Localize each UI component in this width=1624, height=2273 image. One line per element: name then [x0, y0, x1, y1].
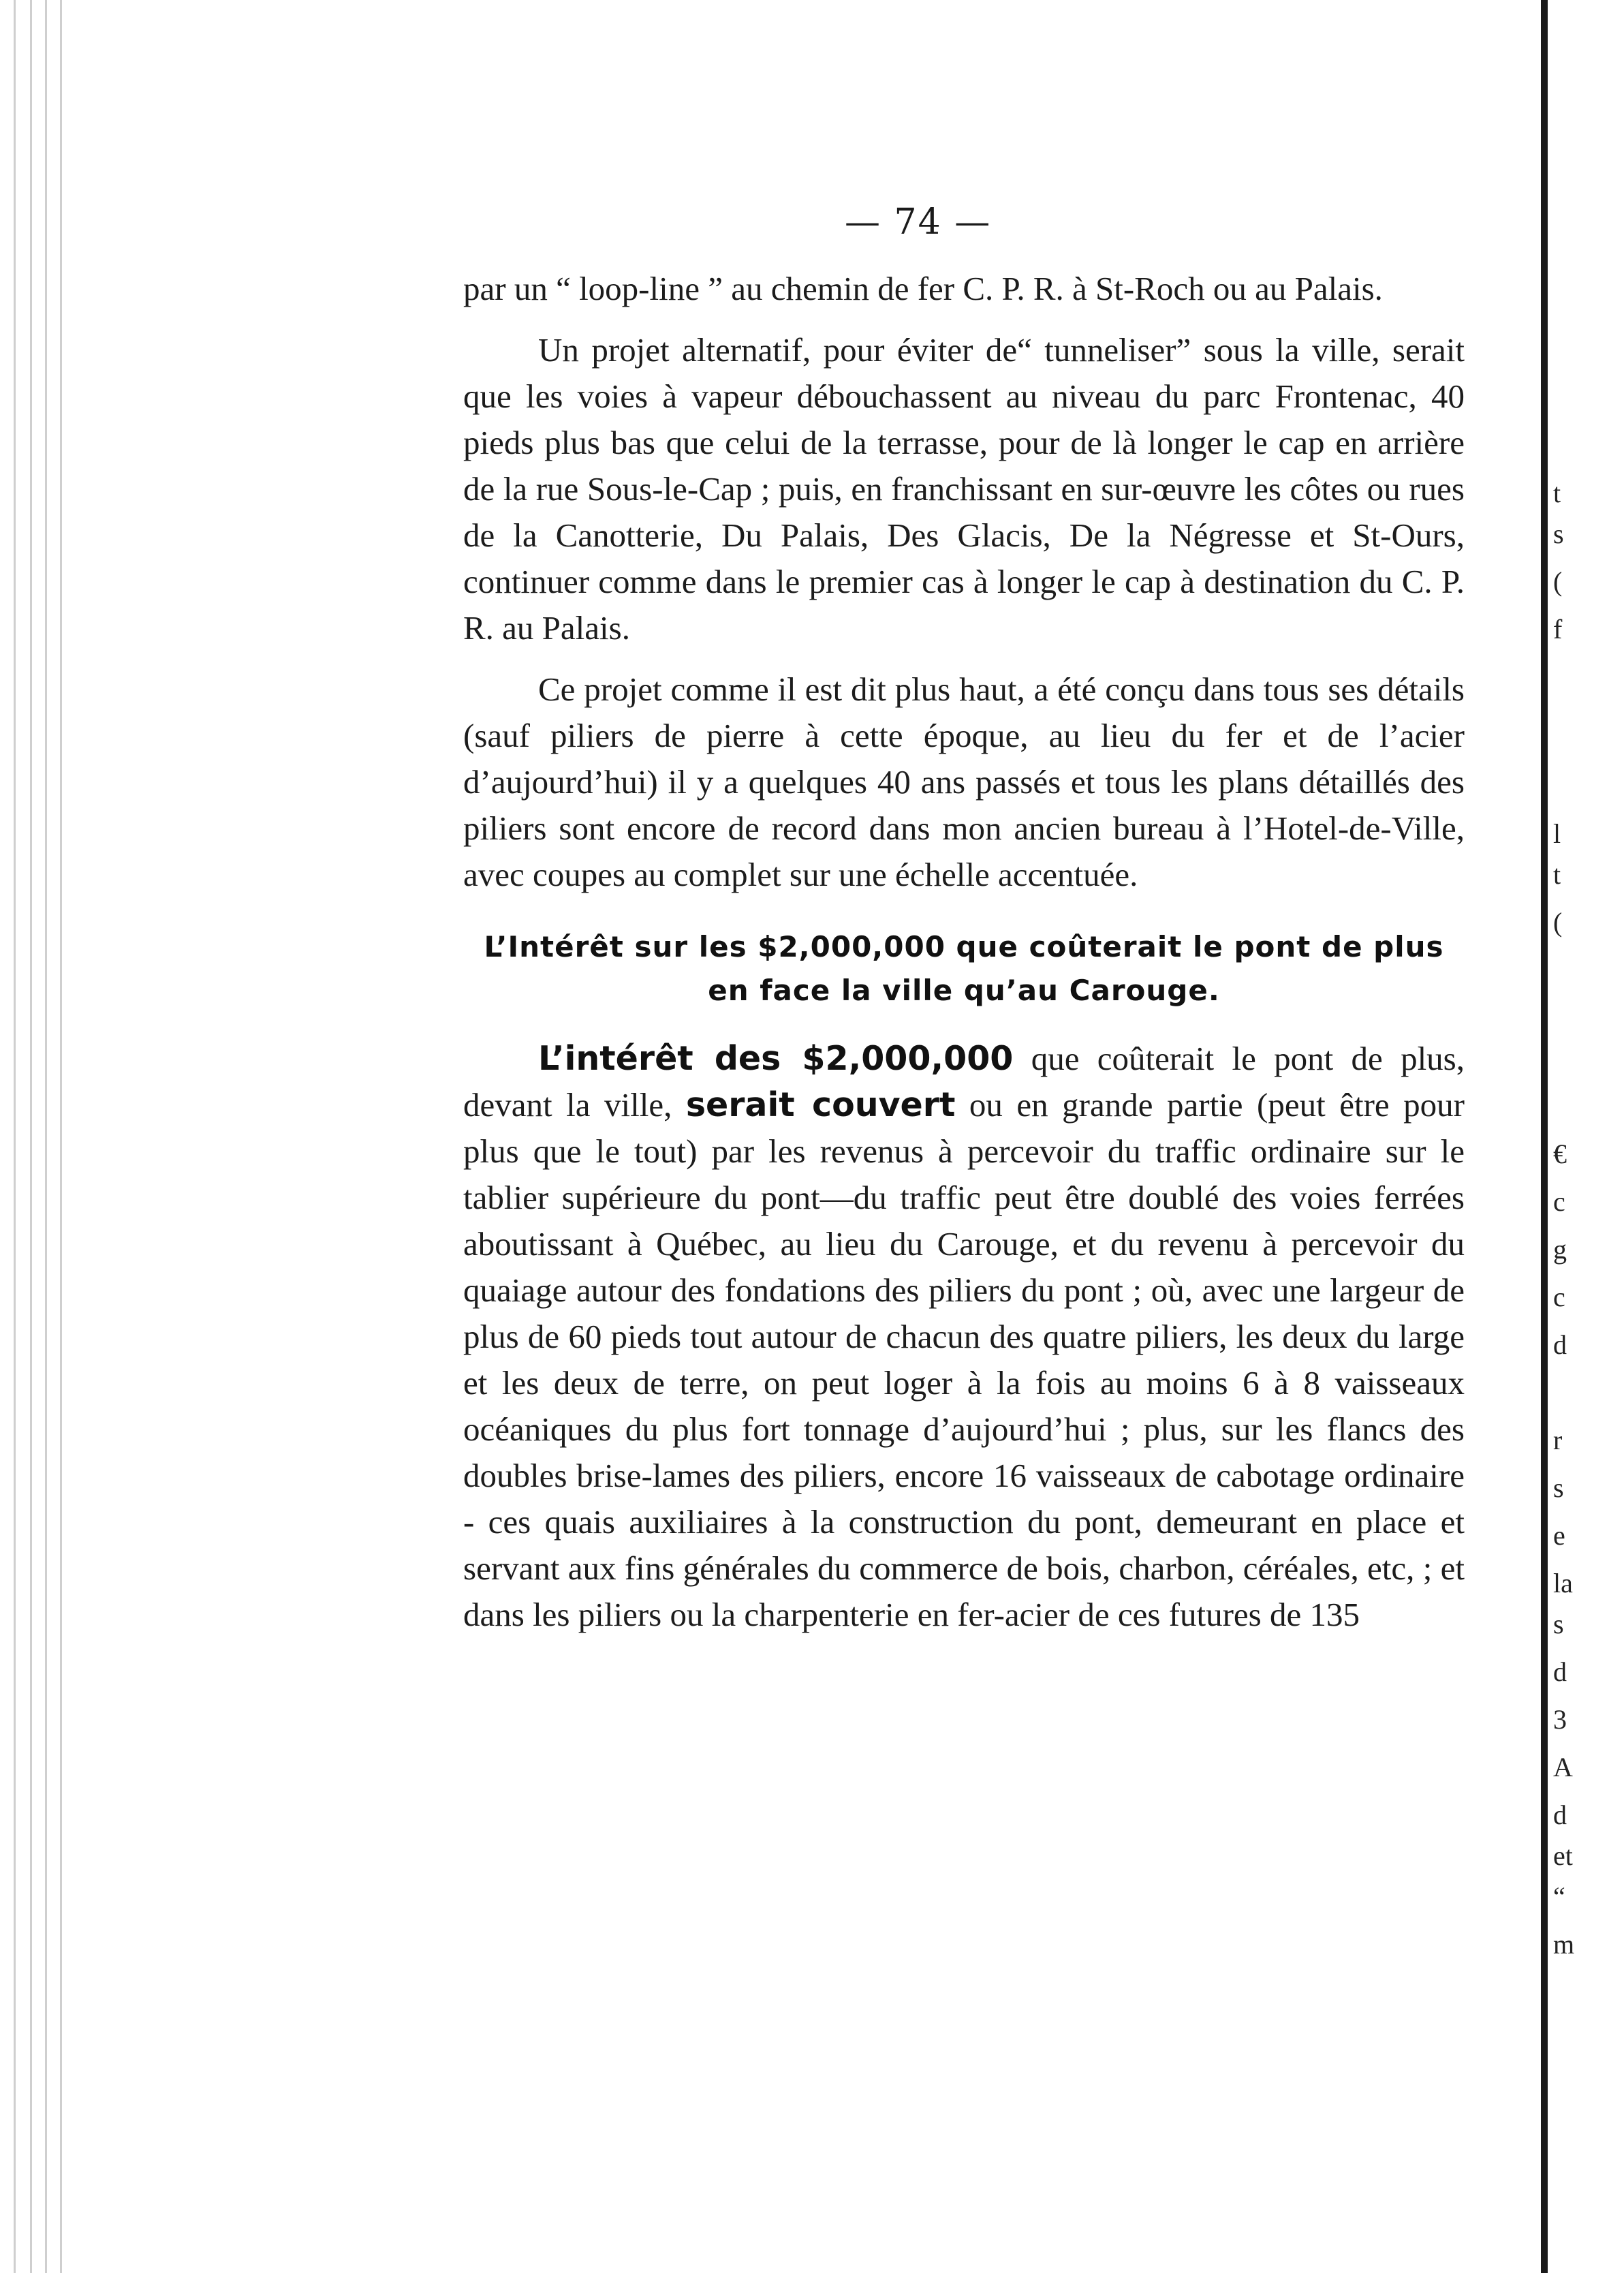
paragraph-interest [463, 1036, 1465, 1638]
book-gutter [1541, 0, 1548, 2273]
paragraph-alternative-project: Un projet alternatif, pour éviter de“ tunneliser” sous la ville, serait que les voies à vapeur débouchassent au niveau du parc Frontenac, 40 pieds plus bas que celui de la terrasse, pour de là longer le cap en arrière de la rue Sous-le-Cap ; puis, en franchissant en sur-œuvre les côtes ou rues de la Canotterie, Du Palais, Des Glacis, De la Négresse et St-Ours, continuer comme dans le premier cas à longer le cap à destination du C. P. R. au Palais. [463, 331, 1465, 647]
next-page-char: s [1553, 519, 1564, 549]
next-page-char: d [1553, 1656, 1567, 1687]
next-page-char: ( [1553, 566, 1563, 597]
interest-text-2: ou en grande partie (peut être pour plus que le tout) par les revenus à percevoir du traffic ordinaire sur le tablier supérieure du pont—du traffic peut être doublé des voies ferrées aboutissant à Québec, au lieu du Carouge, et du revenu à percevoir du quaiage autour des fondations des piliers du pont ; où, avec une largeur de plus de 60 pieds tout autour de chacun des quatre piliers, les deux du large et les deux de terre, on peut loger à la fois au moins 6 à 8 vaisseaux océaniques du plus fort tonnage d’aujourd’hui ; plus, sur les flancs des doubles brise-lames des piliers, encore 16 vaisseaux de cabotage ordinaire - ces quais auxiliaires à la construction du pont, demeurant en place et servant aux fins générales du commerce de bois, charbon, céréales, etc, ; et dans les piliers ou la charpenterie en fer-acier de ces futures de 135 [463, 1086, 1465, 1633]
next-page-char: 3 [1553, 1704, 1567, 1735]
next-page-char: f [1553, 614, 1563, 645]
next-page-char: e [1553, 1520, 1565, 1551]
next-page-char: € [1553, 1139, 1567, 1169]
interest-text-1: que coûterait le pont de plus, devant la ville, [463, 1040, 1465, 1124]
next-page-char: g [1553, 1234, 1567, 1265]
paragraph-continuation: par un “ loop-line ” au chemin de fer C. P. R. à St-Roch ou au Palais. [463, 270, 1383, 307]
next-page-char: s [1553, 1609, 1564, 1639]
next-page-char: r [1553, 1425, 1563, 1455]
lead-interest: L’intérêt des $2,000,000 [538, 1039, 1014, 1078]
next-page-char: ( [1553, 907, 1563, 938]
next-page-char: c [1553, 1282, 1565, 1312]
lead-covered: serait couvert [685, 1085, 956, 1124]
book-page-edges [0, 0, 78, 2273]
page-number: — 74 — [845, 202, 992, 243]
next-page-char: m [1553, 1929, 1575, 1960]
next-page-char: c [1553, 1186, 1565, 1217]
paragraph-project-details: Ce projet comme il est dit plus haut, a été conçu dans tous ses détails (sauf piliers de pierre à cette époque, au lieu du fer et de l’acier d’aujourd’hui) il y a quelques 40 ans passés et tous les plans détaillés des piliers sont encore de record dans mon ancien bureau à l’Hotel-de-Ville, avec coupes au complet sur une échelle accentuée. [463, 670, 1465, 893]
next-page-char: d [1553, 1329, 1567, 1360]
next-page-char: t [1553, 478, 1561, 508]
next-page-char: “ [1553, 1881, 1565, 1912]
next-page-char: et [1553, 1840, 1573, 1871]
next-page-char: l [1553, 818, 1561, 849]
next-page-char: s [1553, 1472, 1564, 1503]
next-page-fragment [1548, 0, 1624, 2273]
page-body [463, 266, 1465, 1653]
next-page-char: la [1553, 1568, 1573, 1598]
section-heading: L’Intérêt sur les $2,000,000 que coûterait le pont de plus en face la ville qu’au Carouge. [484, 930, 1444, 1007]
next-page-char: t [1553, 859, 1561, 890]
next-page-char: A [1553, 1752, 1573, 1782]
next-page-char: d [1553, 1799, 1567, 1830]
